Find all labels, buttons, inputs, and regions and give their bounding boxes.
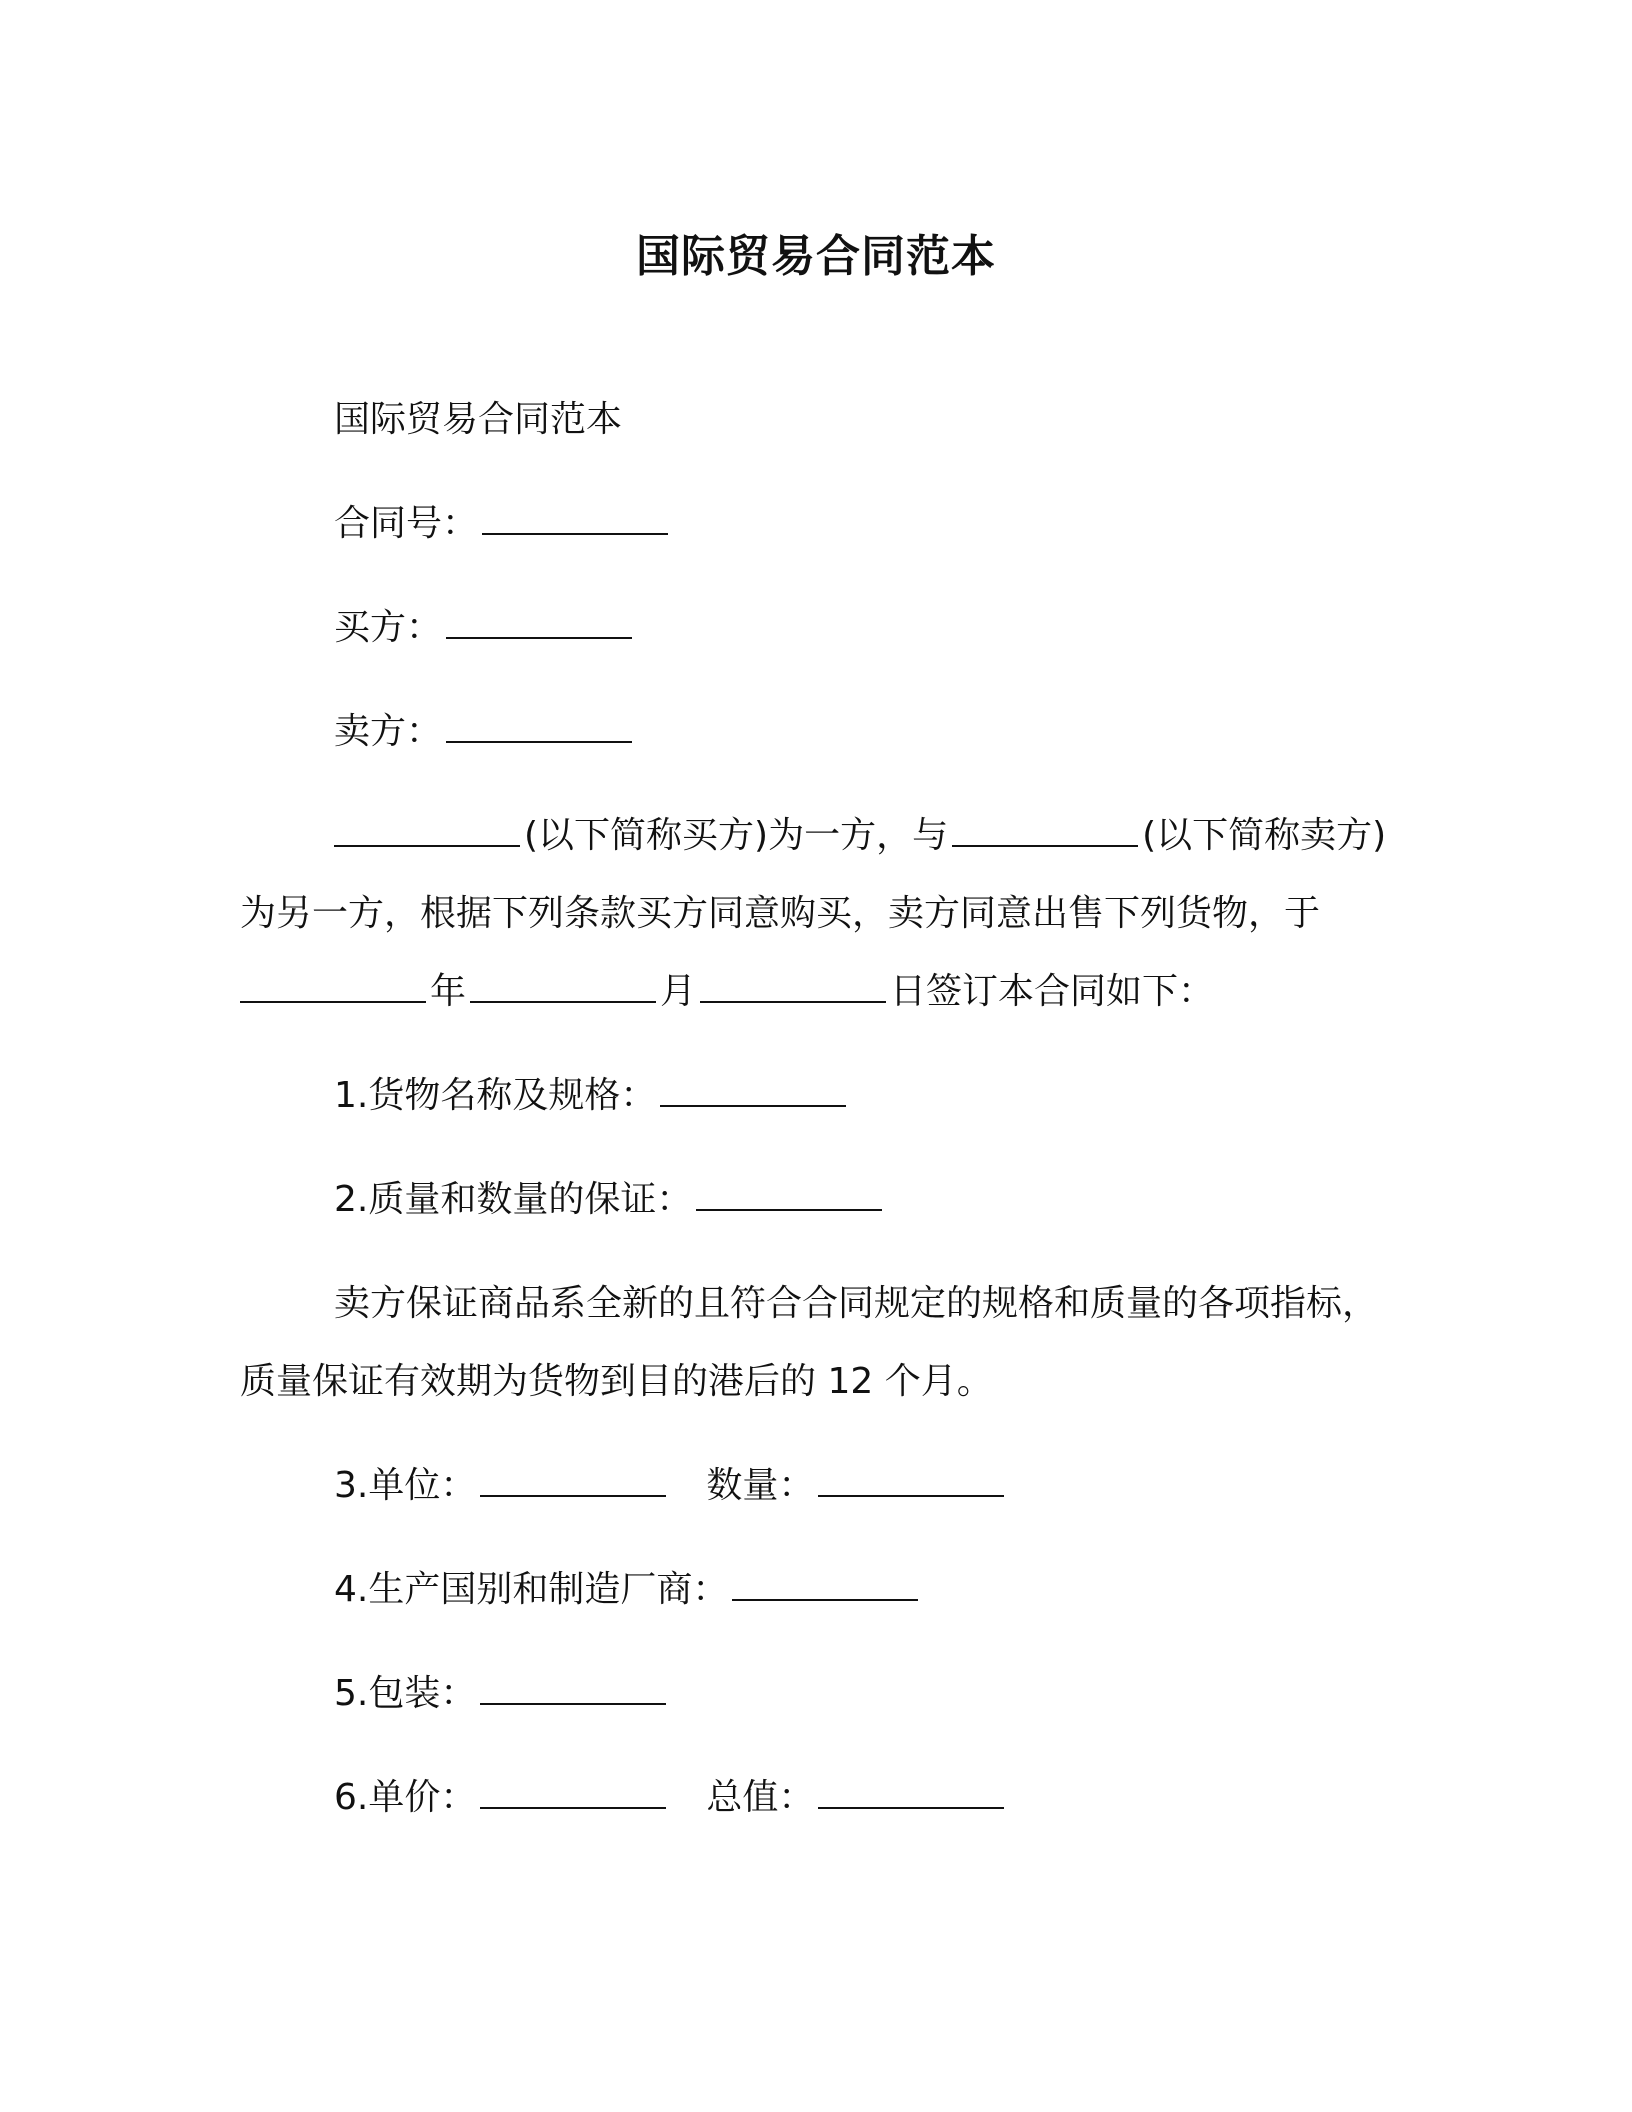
document-subtitle: 国际贸易合同范本 (334, 399, 623, 440)
document-title: 国际贸易合同范本 (636, 231, 996, 282)
total-blank (818, 1777, 1004, 1809)
contract-number-label: 合同号： (334, 503, 479, 544)
origin-blank (732, 1569, 918, 1601)
intro-text-a: (以下简称买方)为一方，与 (524, 815, 949, 856)
buyer-line (334, 606, 636, 650)
packing-label: 5.包装： (334, 1673, 477, 1714)
unit-quantity-line (334, 1464, 1008, 1508)
intro-line-1 (334, 814, 1386, 858)
goods-line (334, 1074, 850, 1118)
unit-label: 3.单位： (334, 1465, 477, 1506)
unit-blank (480, 1465, 666, 1497)
buyer-blank (446, 607, 632, 639)
day-blank (700, 971, 886, 1003)
seller-name-blank (952, 815, 1138, 847)
intro-line-2: 为另一方，根据下列条款买方同意购买，卖方同意出售下列货物，于 (240, 893, 1321, 934)
buyer-name-blank (334, 815, 520, 847)
quantity-blank (818, 1465, 1004, 1497)
origin-label: 4.生产国别和制造厂商： (334, 1569, 729, 1610)
buyer-label: 买方： (334, 607, 443, 648)
month-blank (470, 971, 656, 1003)
goods-blank (660, 1075, 846, 1107)
seller-blank (446, 711, 632, 743)
quality-blank (696, 1179, 882, 1211)
month-label: 月 (660, 971, 697, 1012)
packing-blank (480, 1673, 666, 1705)
packing-line (334, 1672, 670, 1716)
unit-price-blank (480, 1777, 666, 1809)
contract-number-line (334, 502, 672, 546)
guarantee-line-2: 质量保证有效期为货物到目的港后的 12 个月。 (240, 1361, 993, 1402)
year-blank (240, 971, 426, 1003)
goods-label: 1.货物名称及规格： (334, 1075, 657, 1116)
intro-line-3 (240, 970, 1214, 1014)
contract-number-blank (482, 503, 668, 535)
guarantee-line-1: 卖方保证商品系全新的且符合合同规定的规格和质量的各项指标， (334, 1283, 1379, 1324)
total-label: 总值： (706, 1777, 815, 1818)
price-line (334, 1776, 1008, 1820)
seller-line (334, 710, 636, 754)
origin-line (334, 1568, 922, 1612)
quality-label: 2.质量和数量的保证： (334, 1179, 693, 1220)
quality-line (334, 1178, 886, 1222)
seller-label: 卖方： (334, 711, 443, 752)
unit-price-label: 6.单价： (334, 1777, 477, 1818)
intro-text-b: (以下简称卖方) (1142, 815, 1387, 856)
day-label: 日签订本合同如下： (890, 971, 1215, 1012)
quantity-label: 数量： (706, 1465, 815, 1506)
year-label: 年 (430, 971, 467, 1012)
